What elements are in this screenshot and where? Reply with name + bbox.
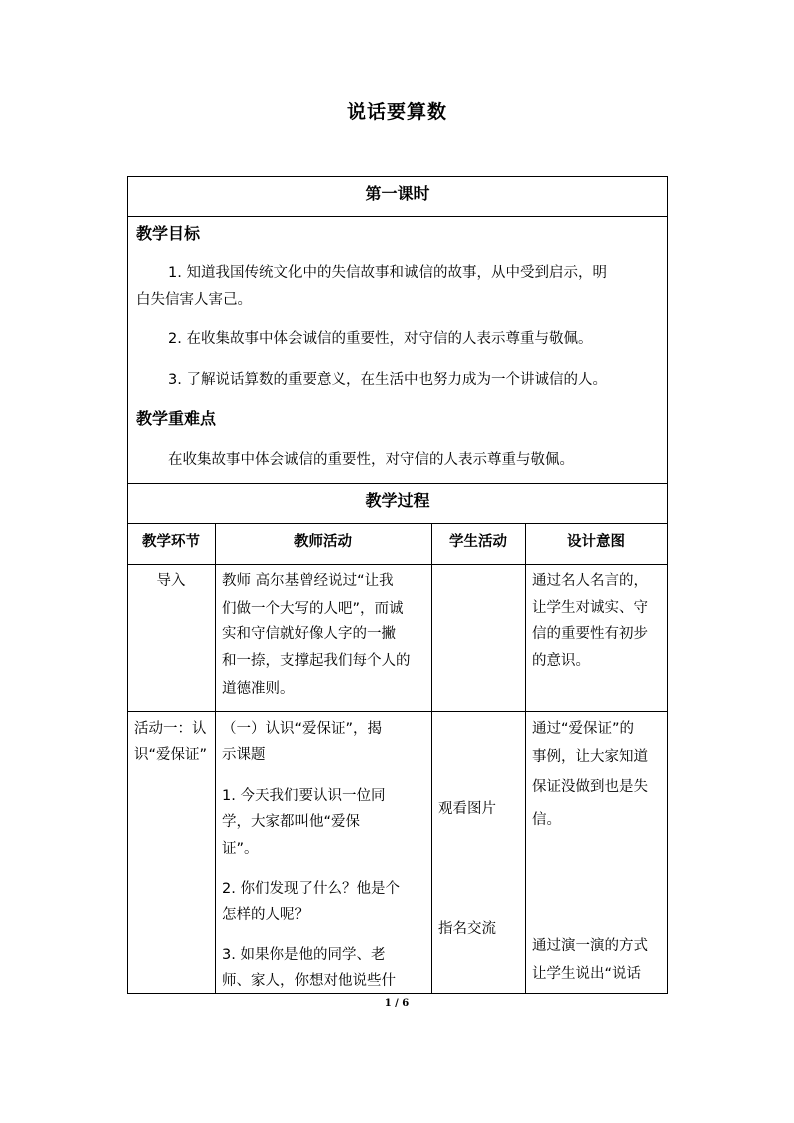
row1-intent-line: 让学生对诚实、守 xyxy=(532,600,648,616)
row2-intent-line: 信。 xyxy=(532,812,561,828)
row2-teacher-line: 师、家人，你想对他说些什 xyxy=(222,973,396,989)
row2-teacher-line: 3. 如果你是他的同学、老 xyxy=(222,947,386,963)
col-divider-1 xyxy=(215,523,216,994)
table-border-right xyxy=(667,176,668,994)
goals-divider xyxy=(127,483,668,484)
row2-teacher-line: 证”。 xyxy=(222,841,259,857)
row2-teacher-line: 示课题 xyxy=(222,747,266,763)
table-border-bottom xyxy=(127,993,668,994)
row2-intent-line: 事例，让大家知道 xyxy=(532,749,648,765)
table-border-top xyxy=(127,176,668,177)
row2-intent-line: 通过“爱保证”的 xyxy=(532,721,635,737)
row1-stage: 导入 xyxy=(156,573,186,589)
key-text: 在收集故事中体会诚信的重要性，对守信的人表示尊重与敬佩。 xyxy=(168,452,574,468)
row1-teacher-line: 实和守信就好像人字的一撇 xyxy=(222,626,396,642)
goal-2: 2. 在收集故事中体会诚信的重要性，对守信的人表示尊重与敬佩。 xyxy=(168,331,593,347)
goals-heading: 教学目标 xyxy=(136,224,201,243)
row2-intent-line: 通过演一演的方式 xyxy=(532,938,648,954)
row1-teacher-line: 道德准则。 xyxy=(222,681,295,697)
column-header-intent: 设计意图 xyxy=(567,534,625,550)
header-divider xyxy=(127,564,668,565)
col-divider-2 xyxy=(431,523,432,994)
row2-teacher-line: （一）认识“爱保证”，揭 xyxy=(222,721,383,737)
row2-teacher-line: 1. 今天我们要认识一位同 xyxy=(222,788,386,804)
goal-3: 3. 了解说话算数的重要意义，在生活中也努力成为一个讲诚信的人。 xyxy=(168,372,607,388)
row1-intent-line: 信的重要性有初步 xyxy=(532,626,648,642)
row1-divider xyxy=(127,711,668,712)
column-header-student: 学生活动 xyxy=(449,534,507,550)
lesson-divider xyxy=(127,216,668,217)
goal-1-line-2: 白失信害人害己。 xyxy=(136,292,252,308)
row2-teacher-line: 怎样的人呢？ xyxy=(222,907,309,923)
row2-stage-line: 识“爱保证” xyxy=(134,747,208,763)
row2-intent-line: 让学生说出“说话 xyxy=(532,966,642,982)
row1-teacher-line: 和一捺，支撑起我们每个人的 xyxy=(222,653,411,669)
row2-intent-line: 保证没做到也是失 xyxy=(532,779,648,795)
row2-teacher-line: 2. 你们发现了什么？他是个 xyxy=(222,881,400,897)
lesson-heading: 第一课时 xyxy=(365,184,430,203)
process-heading: 教学过程 xyxy=(365,491,430,510)
row2-stage-line: 活动一：认 xyxy=(134,721,207,737)
key-heading: 教学重难点 xyxy=(136,409,217,428)
document-title: 说话要算数 xyxy=(346,101,447,123)
row1-intent-line: 的意识。 xyxy=(532,653,590,669)
row1-teacher-line: 教师 高尔基曾经说过“让我 xyxy=(222,573,394,589)
row2-student-1: 观看图片 xyxy=(438,801,496,817)
row1-teacher-line: 们做一个大写的人吧”，而诚 xyxy=(222,601,404,617)
process-divider xyxy=(127,523,668,524)
page-number: 1 / 6 xyxy=(384,998,410,1009)
goal-1-line-1: 1. 知道我国传统文化中的失信故事和诚信的故事，从中受到启示，明 xyxy=(168,265,607,281)
row2-student-2: 指名交流 xyxy=(438,921,496,937)
column-header-stage: 教学环节 xyxy=(142,534,200,550)
column-header-teacher: 教师活动 xyxy=(294,534,352,550)
col-divider-3 xyxy=(525,523,526,994)
row1-intent-line: 通过名人名言的， xyxy=(532,573,648,589)
row2-teacher-line: 学，大家都叫他“爱保 xyxy=(222,814,361,830)
